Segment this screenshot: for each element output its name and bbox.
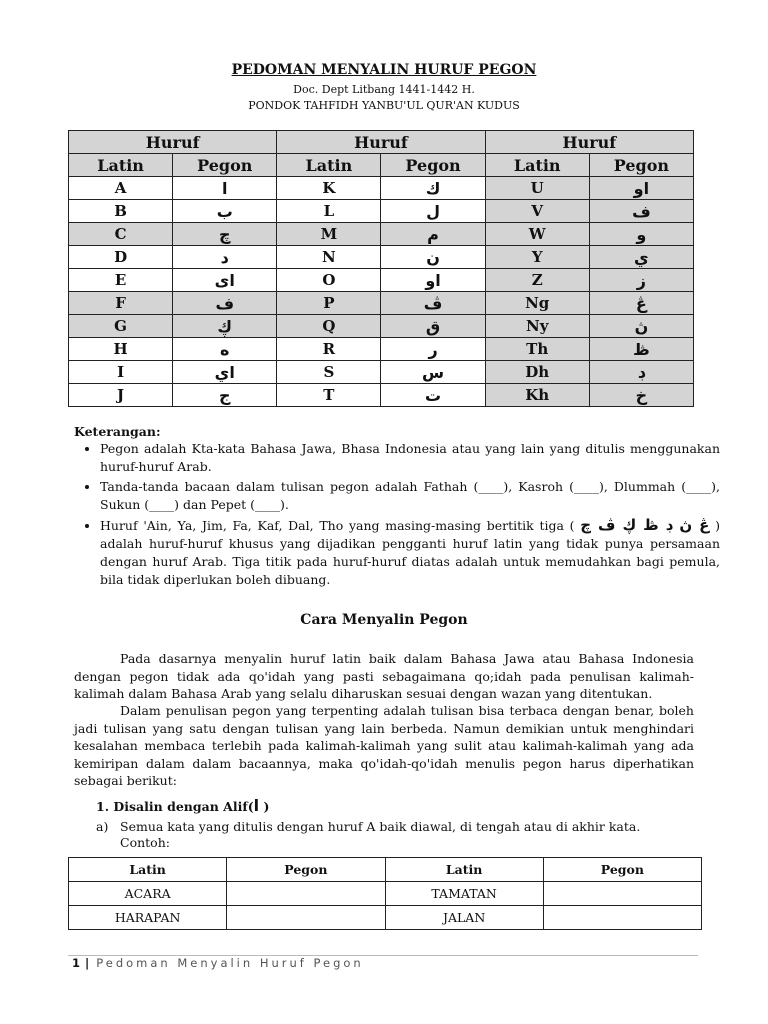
- rule-number: 1.: [96, 799, 110, 814]
- group-header: Huruf: [69, 131, 277, 154]
- col-header-latin: Latin: [485, 154, 589, 177]
- pegon-letter: اي: [173, 361, 277, 384]
- latin-letter: W: [485, 223, 589, 246]
- note-text: Huruf 'Ain, Ya, Jim, Fa, Kaf, Dal, Tho yang masing-masing bertitik tiga (: [100, 518, 575, 533]
- latin-letter: R: [277, 338, 381, 361]
- page-footer: [72, 956, 364, 970]
- latin-letter: J: [69, 384, 173, 407]
- pegon-letter: ن: [381, 246, 485, 269]
- letter-row: [69, 338, 694, 361]
- letter-row: [69, 200, 694, 223]
- pegon-letter: او: [381, 269, 485, 292]
- pegon-letter: س: [381, 361, 485, 384]
- letter-table-group-row: [69, 131, 694, 154]
- pegon-letter: د: [173, 246, 277, 269]
- latin-letter: S: [277, 361, 381, 384]
- example-cell: [227, 882, 385, 906]
- letter-table-col-row: [69, 154, 694, 177]
- pegon-letter: ي: [589, 246, 693, 269]
- pegon-letter: ا: [173, 177, 277, 200]
- group-header: Huruf: [277, 131, 485, 154]
- letter-row: [69, 246, 694, 269]
- subitem-text: Semua kata yang ditulis dengan huruf A baik diawal, di tengah atau di akhir kata.: [120, 819, 641, 834]
- example-col-header: Latin: [69, 858, 227, 882]
- subitem-label: a): [96, 819, 109, 834]
- latin-letter: B: [69, 200, 173, 223]
- pegon-letter: ك: [381, 177, 485, 200]
- pegon-letter: م: [381, 223, 485, 246]
- paragraph: Dalam penulisan pegon yang terpenting adalah tulisan bisa terbaca dengan benar, boleh jadi tulisan yang satu dengan tulisan yang lain berbeda. Namun demikian untuk menghindari kesalahan membaca terlebih pada kalimah-kalimah yang sulit atau kalimah-kalimah yang ada kemiripan dalam dalam bacaannya, maka qo'idah-qo'idah menulis pegon harus diperhatikan sebagai berikut:: [74, 703, 694, 788]
- letter-table: [68, 130, 694, 407]
- latin-letter: N: [277, 246, 381, 269]
- example-row: [69, 906, 702, 930]
- col-header-pegon: Pegon: [589, 154, 693, 177]
- notes-title: Keterangan:: [74, 424, 161, 439]
- pegon-letter: ڠ: [589, 292, 693, 315]
- latin-letter: Z: [485, 269, 589, 292]
- group-header: Huruf: [485, 131, 693, 154]
- pegon-letter: چ: [173, 223, 277, 246]
- pegon-letter: ه: [173, 338, 277, 361]
- col-header-pegon: Pegon: [381, 154, 485, 177]
- latin-letter: M: [277, 223, 381, 246]
- pegon-letter: اى: [173, 269, 277, 292]
- col-header-latin: Latin: [277, 154, 381, 177]
- example-header-row: [69, 858, 702, 882]
- rule-text: Disalin dengan Alif(: [113, 799, 254, 814]
- letter-row: [69, 315, 694, 338]
- section-title: Cara Menyalin Pegon: [300, 612, 468, 628]
- pegon-letter: ق: [381, 315, 485, 338]
- latin-letter: T: [277, 384, 381, 407]
- institution-name: PONDOK TAHFIDH YANBU'UL QUR'AN KUDUS: [248, 99, 520, 112]
- example-cell: [543, 906, 701, 930]
- example-col-header: Pegon: [227, 858, 385, 882]
- letter-row: [69, 269, 694, 292]
- footer-separator: |: [85, 956, 93, 970]
- pegon-letter: و: [589, 223, 693, 246]
- latin-letter: A: [69, 177, 173, 200]
- latin-letter: Ny: [485, 315, 589, 338]
- letter-row: [69, 361, 694, 384]
- note-text: ) adalah huruf-huruf khusus yang dijadikan pengganti huruf latin yang tidak punya persamaan dengan huruf Arab. Tiga titik pada huruf-huruf diatas adalah untuk memudahkan bagi pemula, bila tidak diperlukan boleh dibuang.: [100, 518, 721, 587]
- example-cell: [227, 906, 385, 930]
- col-header-pegon: Pegon: [173, 154, 277, 177]
- example-col-header: Latin: [385, 858, 543, 882]
- latin-letter: P: [277, 292, 381, 315]
- pegon-letter: ف: [589, 200, 693, 223]
- note-text: Pegon adalah Kta-kata Bahasa Jawa, Bhasa Indonesia atau yang lain yang ditulis menggunakan huruf-huruf Arab.: [100, 441, 720, 474]
- example-table: [68, 857, 702, 930]
- special-letters: ڠ ڽ ڊ ڟ ڮ ڤ چ: [580, 516, 710, 534]
- letter-row: [69, 177, 694, 200]
- notes-list: [74, 440, 720, 591]
- latin-letter: Kh: [485, 384, 589, 407]
- rule-heading: [96, 796, 269, 815]
- example-row: [69, 882, 702, 906]
- example-cell: ACARA: [69, 882, 227, 906]
- latin-letter: U: [485, 177, 589, 200]
- pegon-letter: ڊ: [589, 361, 693, 384]
- latin-letter: V: [485, 200, 589, 223]
- letter-row: [69, 292, 694, 315]
- pegon-letter: خ: [589, 384, 693, 407]
- latin-letter: K: [277, 177, 381, 200]
- example-label: Contoh:: [120, 835, 170, 850]
- rule-subitem: [96, 818, 696, 835]
- note-item: [100, 440, 720, 476]
- pegon-letter: ب: [173, 200, 277, 223]
- example-cell: HARAPAN: [69, 906, 227, 930]
- latin-letter: Ng: [485, 292, 589, 315]
- latin-letter: Th: [485, 338, 589, 361]
- latin-letter: E: [69, 269, 173, 292]
- letter-row: [69, 384, 694, 407]
- pegon-letter: ڽ: [589, 315, 693, 338]
- pegon-letter: ج: [173, 384, 277, 407]
- document-title: PEDOMAN MENYALIN HURUF PEGON: [231, 62, 537, 78]
- example-cell: [543, 882, 701, 906]
- rule-close: ): [263, 799, 270, 814]
- latin-letter: F: [69, 292, 173, 315]
- latin-letter: Y: [485, 246, 589, 269]
- pegon-letter: ڤ: [381, 292, 485, 315]
- letter-row: [69, 223, 694, 246]
- doc-reference: Doc. Dept Litbang 1441-1442 H.: [293, 83, 475, 96]
- pegon-letter: ل: [381, 200, 485, 223]
- pegon-letter: ز: [589, 269, 693, 292]
- alif-letter: ا: [253, 796, 260, 815]
- note-item: [100, 478, 720, 514]
- latin-letter: L: [277, 200, 381, 223]
- pegon-letter: ت: [381, 384, 485, 407]
- latin-letter: G: [69, 315, 173, 338]
- pegon-letter: ڟ: [589, 338, 693, 361]
- latin-letter: I: [69, 361, 173, 384]
- note-item: [100, 516, 720, 589]
- example-cell: TAMATAN: [385, 882, 543, 906]
- pegon-letter: او: [589, 177, 693, 200]
- example-col-header: Pegon: [543, 858, 701, 882]
- latin-letter: H: [69, 338, 173, 361]
- latin-letter: O: [277, 269, 381, 292]
- latin-letter: Q: [277, 315, 381, 338]
- latin-letter: Dh: [485, 361, 589, 384]
- footer-text: Pedoman Menyalin Huruf Pegon: [96, 956, 364, 970]
- pegon-letter: ر: [381, 338, 485, 361]
- note-text: Tanda-tanda bacaan dalam tulisan pegon adalah Fathah (____), Kasroh (____), Dlummah (____), Sukun (____) dan Pepet (____).: [100, 479, 720, 512]
- latin-letter: D: [69, 246, 173, 269]
- example-cell: JALAN: [385, 906, 543, 930]
- paragraph: Pada dasarnya menyalin huruf latin baik dalam Bahasa Jawa atau Bahasa Indonesia dengan pegon tidak ada qo'idah yang pasti sebagaimana qo;idah pada penulisan kalimah-kalimah dalam Bahasa Arab yang selalu diharuskan sesuai dengan wazan yang ditentukan.: [74, 651, 694, 701]
- pegon-letter: ڮ: [173, 315, 277, 338]
- latin-letter: C: [69, 223, 173, 246]
- pegon-letter: ف: [173, 292, 277, 315]
- col-header-latin: Latin: [69, 154, 173, 177]
- page-number: 1: [72, 956, 82, 970]
